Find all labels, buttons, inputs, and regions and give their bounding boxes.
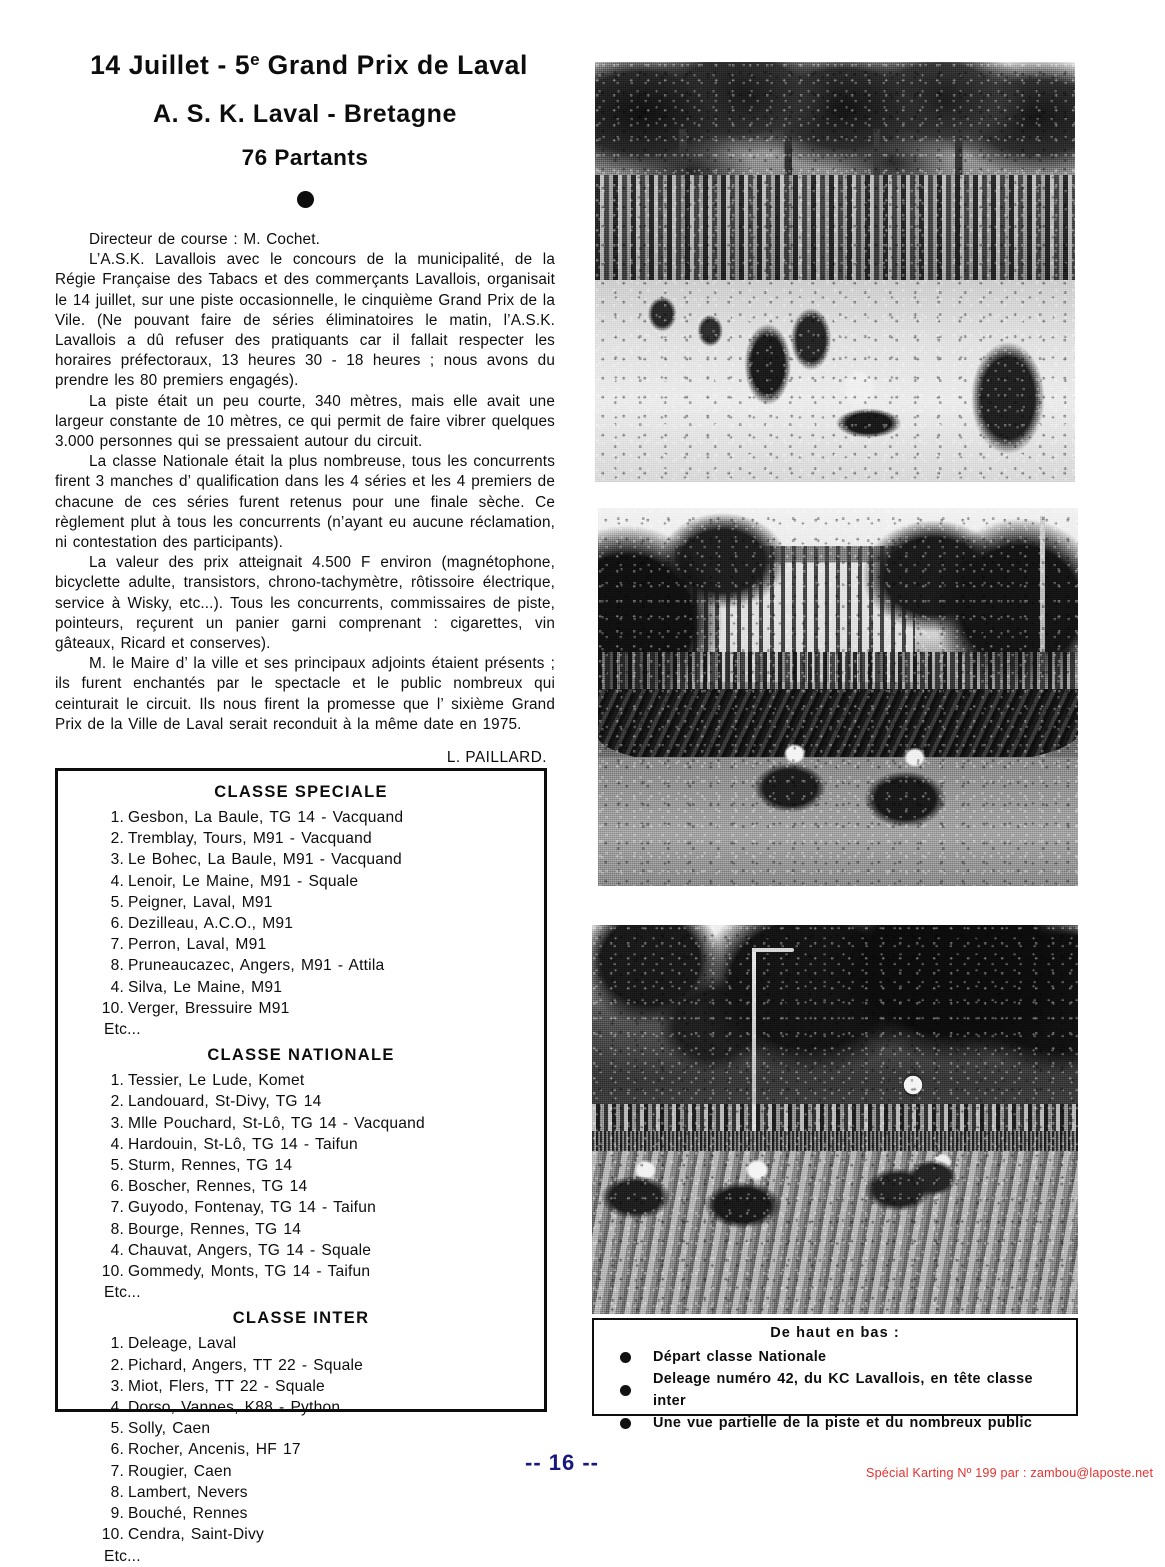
result-row (72, 1461, 530, 1482)
class-heading-speciale: CLASSE SPECIALE (214, 783, 388, 801)
result-entry: Landouard, St-Divy, TG 14 (128, 1093, 322, 1111)
article-body (55, 230, 555, 735)
class-heading-nationale: CLASSE NATIONALE (207, 1046, 395, 1065)
result-row (72, 1070, 530, 1091)
result-row (72, 1333, 530, 1354)
result-list-inter (72, 1333, 530, 1545)
result-entry: Sturm, Rennes, TG 14 (128, 1157, 293, 1175)
caption-item (602, 1346, 1068, 1368)
photo-deleage-classe-inter (598, 508, 1078, 886)
result-entry: Deleage, Laval (128, 1335, 237, 1353)
result-entry: Solly, Caen (128, 1420, 211, 1438)
result-rank: 4. (110, 1241, 124, 1259)
caption-title: De haut en bas : (770, 1325, 900, 1341)
result-entry: Rocher, Ancenis, HF 17 (128, 1441, 301, 1459)
caption-item (602, 1368, 1068, 1412)
result-rank: 5. (110, 1157, 124, 1175)
result-row (72, 955, 530, 976)
result-rank: 5. (110, 893, 124, 911)
result-row (72, 934, 530, 955)
result-row (72, 871, 530, 892)
result-rank: 3. (110, 1114, 124, 1132)
result-row (72, 977, 530, 998)
result-rank: 6. (110, 1178, 124, 1196)
article-column (55, 50, 555, 767)
result-rank: 8. (110, 957, 124, 975)
scan-credit: Spécial Karting Nº 199 par : zambou@laposte.net (866, 1466, 1154, 1480)
result-entry: Cendra, Saint-Divy (128, 1526, 264, 1544)
article-paragraph: La valeur des prix atteignait 4.500 F environ (magnétophone, bicyclette adulte, transistors, chrono-tachymètre, rôtissoire électrique, service à Wisky, etc...). Tous les concurrents, commissaires de piste, pointeurs, reçurent un panier garni comprenant : cigarettes, vin gâteaux, Ricard et conserves). (55, 554, 555, 653)
etc-label: Etc... (104, 1284, 141, 1302)
result-row (72, 1439, 530, 1460)
result-rank: 1. (110, 809, 124, 826)
photo-karts-and-people (595, 62, 1075, 482)
result-rank: 1. (110, 1335, 124, 1353)
result-rank: 2. (110, 1093, 124, 1111)
title-edition-ordinal: e (250, 50, 260, 69)
result-rank: 7. (110, 1199, 124, 1217)
result-entry: Dorso, Vannes, K88 - Python (128, 1399, 341, 1417)
etc-label: Etc... (104, 1547, 141, 1565)
result-entry: Lenoir, Le Maine, M91 - Squale (128, 872, 359, 890)
result-rank: 3. (110, 1377, 124, 1395)
result-list-nationale (72, 1070, 530, 1282)
caption-item-label: Départ classe Nationale (653, 1349, 827, 1365)
title-event-name: Grand Prix de Laval (259, 50, 528, 80)
article-paragraph: La classe Nationale était la plus nombreuse, tous les concurrents firent 3 manches d’ qualification dans les 4 séries et les 4 premiers de chacune de ces séries furent retenus pour une finale sèche. Ce règlement plut à tous les concurrents (n’ayant eu aucune réclamation, ni contestation des participants). (55, 453, 555, 552)
result-row (72, 1219, 530, 1240)
caption-item-label: Une vue partielle de la piste et du nombreux public (653, 1415, 1033, 1431)
result-row (72, 1397, 530, 1418)
result-rank: 6. (110, 915, 124, 933)
result-row (72, 1155, 530, 1176)
result-entry: Mlle Pouchard, St-Lô, TG 14 - Vacquand (128, 1114, 425, 1132)
result-entry: Boscher, Rennes, TG 14 (128, 1178, 308, 1196)
result-row (72, 828, 530, 849)
result-rank: 10. (101, 999, 124, 1017)
result-rank: 4. (110, 872, 124, 890)
page-number: -- 16 -- (525, 1450, 599, 1475)
result-row (72, 1503, 530, 1524)
result-rank: 6. (110, 1441, 124, 1459)
result-entry: Bouché, Rennes (128, 1505, 248, 1523)
photo-caption-box (592, 1318, 1078, 1431)
result-entry: Verger, Bressuire M91 (128, 999, 290, 1017)
result-entry: Chauvat, Angers, TG 14 - Squale (128, 1241, 372, 1259)
result-rank: 1. (110, 1072, 124, 1090)
caption-item-label: Deleage numéro 42, du KC Lavallois, en tête classe inter (653, 1371, 1033, 1409)
result-rank: 10. (101, 1526, 124, 1544)
result-rank: 5. (110, 1420, 124, 1438)
result-entry: Gesbon, La Baule, TG 14 - Vacquand (128, 809, 404, 826)
result-entry: Hardouin, St-Lô, TG 14 - Taifun (128, 1135, 358, 1153)
photo-vue-partielle-piste (592, 925, 1078, 1314)
result-row (72, 998, 530, 1019)
result-rank: 3. (110, 851, 124, 869)
result-rank: 2. (110, 1356, 124, 1374)
results-box (55, 768, 547, 1565)
result-row (72, 1376, 530, 1397)
photo-karts (598, 508, 1078, 886)
result-row (72, 1240, 530, 1261)
result-rank: 8. (110, 1483, 124, 1501)
result-list-speciale (72, 807, 530, 1019)
result-row (72, 849, 530, 870)
article-paragraph: Directeur de course : M. Cochet. (89, 231, 320, 248)
result-rank: 7. (110, 936, 124, 954)
result-entry: Perron, Laval, M91 (128, 936, 267, 954)
result-row (72, 1113, 530, 1134)
result-entry: Dezilleau, A.C.O., M91 (128, 915, 294, 933)
result-rank: 9. (110, 1505, 124, 1523)
title-edition-number: 5 (234, 50, 251, 80)
article-paragraph: La piste était un peu courte, 340 mètres, mais elle avait une largeur constante de 10 mètres, ce qui permit de faire vibrer quelques 3.000 personnes qui se pressaient autour du circuit. (55, 392, 555, 451)
result-entry: Tessier, Le Lude, Komet (128, 1072, 305, 1090)
article-paragraph: L’A.S.K. Lavallois avec le concours de la municipalité, de la Régie Française des Tabacs et des commerçants Lavallois, organisait le 14 juillet, sur une piste occasionnelle, le cinquième Grand Prix de la Vile. (Ne pouvant faire de séries éliminatoires le matin, l’A.S.K. Lavallois a dû refuser des pratiquants car il fallait respecter les horaires préfectoraux, 13 heures 30 - 18 heures ; nous avons du prendre les 80 premiers engagés). (55, 251, 555, 390)
bullet-dot-icon (620, 1352, 631, 1363)
result-rank: 4. (110, 978, 124, 996)
result-entry: Tremblay, Tours, M91 - Vacquand (128, 830, 372, 848)
bullet-dot-icon (620, 1385, 631, 1396)
result-entry: Silva, Le Maine, M91 (128, 978, 283, 996)
bullet-dot-icon (620, 1418, 631, 1429)
result-entry: Pichard, Angers, TT 22 - Squale (128, 1356, 364, 1374)
result-rank: 8. (110, 1220, 124, 1238)
result-rank: 2. (110, 830, 124, 848)
result-entry: Bourge, Rennes, TG 14 (128, 1220, 302, 1238)
result-rank: 7. (110, 1462, 124, 1480)
result-row (72, 1261, 530, 1282)
result-row (72, 807, 530, 828)
result-row (72, 1524, 530, 1545)
result-entry: Pruneaucazec, Angers, M91 - Attila (128, 957, 385, 975)
result-entry: Rougier, Caen (128, 1462, 232, 1480)
result-row (72, 1134, 530, 1155)
result-rank: 4. (110, 1135, 124, 1153)
result-entry: Le Bohec, La Baule, M91 - Vacquand (128, 851, 402, 869)
result-rank: 10. (101, 1263, 124, 1281)
result-entry: Peigner, Laval, M91 (128, 893, 273, 911)
photo-depart-classe-nationale (595, 62, 1075, 482)
page-title-line-2: A. S. K. Laval - Bretagne (153, 100, 457, 128)
page-title-line-3: 76 Partants (241, 145, 369, 170)
result-entry: Miot, Flers, TT 22 - Squale (128, 1377, 325, 1395)
result-row (72, 1091, 530, 1112)
caption-item (602, 1412, 1068, 1434)
etc-label: Etc... (104, 1021, 141, 1039)
result-entry: Lambert, Nevers (128, 1483, 248, 1501)
result-row (72, 1418, 530, 1439)
title-date-prefix: 14 Juillet - (90, 50, 235, 80)
result-entry: Gommedy, Monts, TG 14 - Taifun (128, 1263, 371, 1281)
page-title-line-1 (63, 50, 555, 81)
result-row (72, 892, 530, 913)
result-rank: 4. (110, 1399, 124, 1417)
result-row (72, 1176, 530, 1197)
article-paragraph: M. le Maire d’ la ville et ses principaux adjoints étaient présents ; ils furent enchantés par le spectacle et le public nombreux qui ceinturait le circuit. Ils nous firent la promesse que l’ sixième Grand Prix de la Ville de Laval serait reconduit à la même date en 1975. (55, 655, 555, 733)
photo-karts (592, 925, 1078, 1314)
class-heading-inter: CLASSE INTER (232, 1309, 370, 1328)
article-signature: L. PAILLARD. (446, 749, 547, 767)
result-entry: Guyodo, Fontenay, TG 14 - Taifun (128, 1199, 376, 1217)
bullet-separator-icon (297, 191, 314, 208)
result-row (72, 913, 530, 934)
result-row (72, 1197, 530, 1218)
result-row (72, 1355, 530, 1376)
